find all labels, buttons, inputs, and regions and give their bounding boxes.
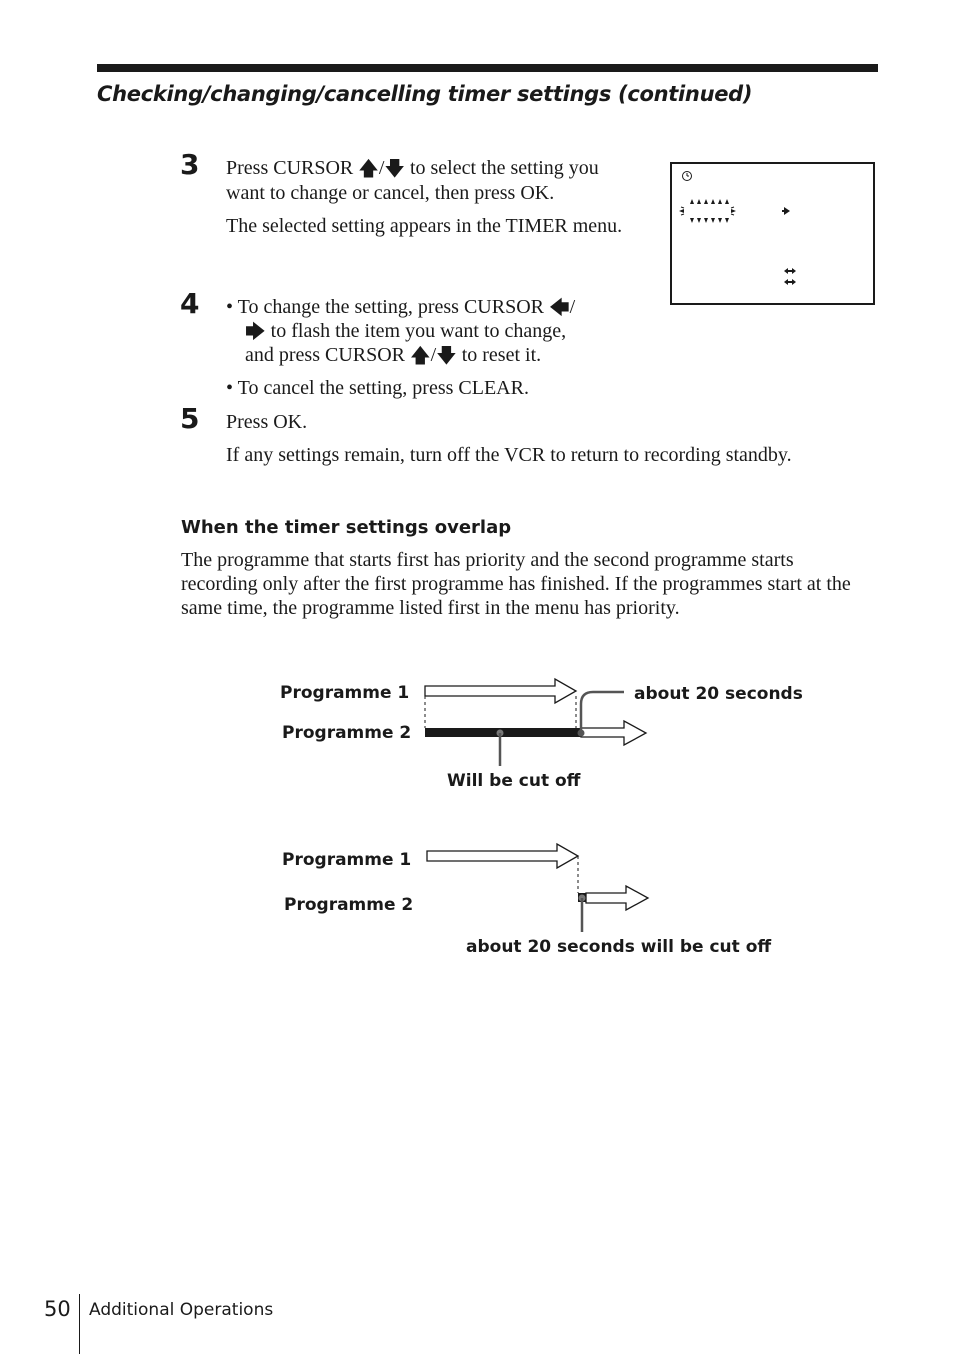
step-number-3: 3: [180, 148, 200, 181]
step-3-text-b: to select the setting you: [409, 157, 599, 179]
step-3-text-a: Press CURSOR: [226, 157, 354, 179]
step-4-text-a: • To change the setting, press CURSOR: [226, 296, 544, 318]
down-arrow-icon: 🡇: [436, 343, 457, 367]
overlap-heading: When the timer settings overlap: [181, 517, 512, 538]
step-4-bullet-2: • To cancel the setting, press CLEAR.: [226, 377, 529, 399]
up-arrow-icon: 🡅: [358, 156, 379, 180]
programme-2-arrow: [586, 886, 648, 910]
page-number: 50: [44, 1297, 71, 1321]
gap-callout-label: about 20 seconds: [634, 684, 803, 704]
step-number-5: 5: [180, 402, 200, 435]
left-arrow-icon: 🡄: [549, 295, 570, 319]
step-number-4: 4: [180, 287, 200, 320]
step-5-instruction: Press OK.: [226, 411, 308, 433]
step-4-text-d: to reset it.: [461, 344, 542, 366]
programme-1-label: Programme 1: [282, 850, 412, 870]
cut-callout-label: Will be cut off: [447, 771, 581, 791]
overlap-paragraph: The programme that starts first has priority and the second programme starts recording only after the first programme has finished. If the programmes start at the same time, the programme listed first in the menu has priority.: [181, 549, 851, 619]
step-4-text-c: and press CURSOR: [245, 344, 406, 366]
diagram-same-start: [280, 679, 803, 791]
programme-1-arrow: [427, 844, 578, 868]
footer-section-label: Additional Operations: [89, 1300, 274, 1320]
diagram-sequential: [282, 844, 771, 957]
programme-2-label: Programme 2: [284, 895, 414, 915]
down-arrow-icon: 🡇: [384, 156, 405, 180]
slash: /: [430, 344, 437, 366]
step-5-note: If any settings remain, turn off the VCR to return to recording standby.: [226, 444, 792, 466]
footer-divider: [79, 1294, 80, 1354]
programme-2-arrow: [581, 721, 646, 745]
programme-1-arrow: [425, 679, 576, 703]
step-3-note: The selected setting appears in the TIMER menu.: [226, 215, 623, 237]
page-title: Checking/changing/cancelling timer settings (continued): [97, 82, 753, 106]
programme-1-label: Programme 1: [280, 683, 410, 703]
programme-2-label: Programme 2: [282, 723, 412, 743]
slash: /: [569, 296, 576, 318]
cut-callout-label: about 20 seconds will be cut off: [466, 937, 772, 957]
step-3-instruction-line2: want to change or cancel, then press OK.: [226, 182, 555, 204]
step-4-text-b: to flash the item you want to change,: [270, 320, 567, 342]
right-arrow-icon: 🡆: [245, 319, 266, 343]
gap-callout-line: [581, 692, 624, 733]
up-arrow-icon: 🡅: [410, 343, 431, 367]
slash: /: [378, 157, 385, 179]
